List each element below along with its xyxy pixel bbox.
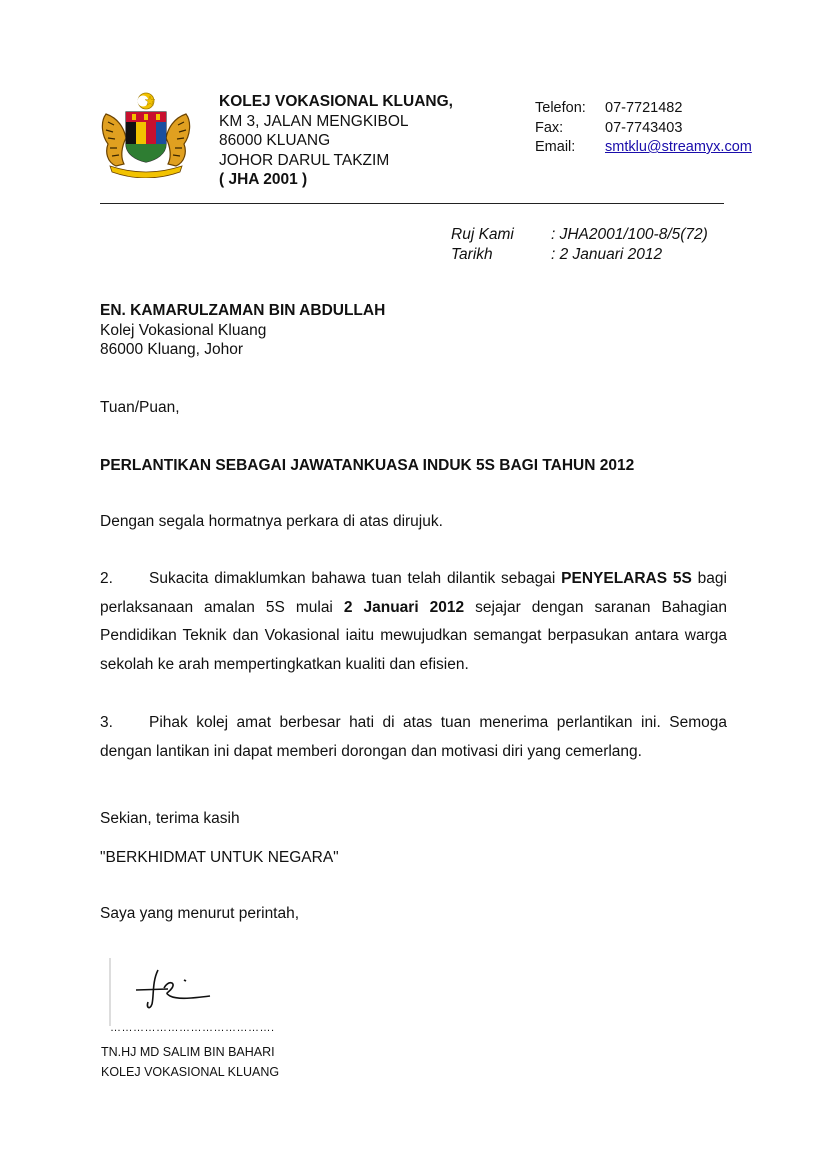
intro-paragraph: Dengan segala hormatnya perkara di atas dirujuk.: [100, 513, 443, 530]
paragraph-2-text-1: Sukacita dimaklumkan bahawa tuan telah dilantik sebagai: [149, 570, 562, 587]
phone-label: Telefon:: [535, 100, 586, 116]
signatory-block: [101, 1042, 279, 1082]
letterhead-address: [219, 92, 453, 190]
closing-order: Saya yang menurut perintah,: [100, 905, 300, 922]
header-divider: [100, 203, 724, 204]
ruj-label: Ruj Kami: [451, 226, 514, 243]
recipient-line-2: 86000 Kluang, Johor: [100, 341, 244, 358]
address-line-3: JOHOR DARUL TAKZIM: [219, 151, 390, 169]
recipient-block: [100, 301, 385, 360]
signatory-title: KOLEJ VOKASIONAL KLUANG: [101, 1065, 280, 1079]
phone-value: 07-7721482: [605, 100, 683, 116]
address-line-2: 86000 KLUANG: [219, 132, 331, 149]
contact-info: [535, 99, 752, 158]
recipient-name: EN. KAMARULZAMAN BIN ABDULLAH: [100, 302, 386, 319]
paragraph-2: [100, 565, 727, 679]
paragraph-3: [100, 709, 727, 766]
paragraph-2-role: PENYELARAS 5S: [561, 570, 692, 587]
reference-block: [451, 225, 708, 264]
paragraph-2-date: 2 Januari 2012: [343, 598, 465, 616]
paragraph-2-number: 2.: [100, 570, 113, 587]
paragraph-2-text-3: sejajar dengan saranan Bahagian Pendidikan Teknik dan Vokasional iaitu mewujudkan semangat berpasukan antara warga sekolah ke arah mempertingkatkan kualiti dan efisien.: [100, 598, 727, 673]
date-value: : 2 Januari 2012: [551, 245, 663, 263]
salutation: Tuan/Puan,: [100, 399, 180, 416]
signature-line: …………………………………….: [110, 1022, 275, 1034]
closing-motto: "BERKHIDMAT UNTUK NEGARA": [100, 849, 339, 866]
malaysia-coat-of-arms-icon: [96, 92, 196, 178]
address-line-1: KM 3, JALAN MENGKIBOL: [219, 112, 409, 130]
email-label: Email:: [535, 139, 576, 155]
closing-thanks: Sekian, terima kasih: [100, 810, 240, 827]
paragraph-3-text: Pihak kolej amat berbesar hati di atas tuan menerima perlantikan ini. Semoga dengan lantikan ini dapat memberi dorongan dan motivasi diri yang cemerlang.: [100, 714, 727, 760]
paragraph-2-text-2: bagi perlaksanaan amalan 5S mulai: [100, 570, 727, 616]
fax-label: Fax:: [535, 119, 564, 136]
subject-line: PERLANTIKAN SEBAGAI JAWATANKUASA INDUK 5S BAGI TAHUN 2012: [100, 457, 635, 474]
email-link[interactable]: smtklu@streamyx.com: [605, 139, 752, 155]
fax-value: 07-7743403: [605, 119, 683, 136]
paragraph-3-number: 3.: [100, 714, 113, 731]
ruj-value: : JHA2001/100-8/5(72): [551, 226, 708, 243]
school-code: ( JHA 2001 ): [219, 171, 308, 188]
recipient-line-1: Kolej Vokasional Kluang: [100, 321, 267, 339]
school-name: KOLEJ VOKASIONAL KLUANG,: [219, 93, 453, 110]
signatory-name: TN.HJ MD SALIM BIN BAHARI: [101, 1045, 275, 1059]
date-label: Tarikh: [451, 245, 493, 263]
